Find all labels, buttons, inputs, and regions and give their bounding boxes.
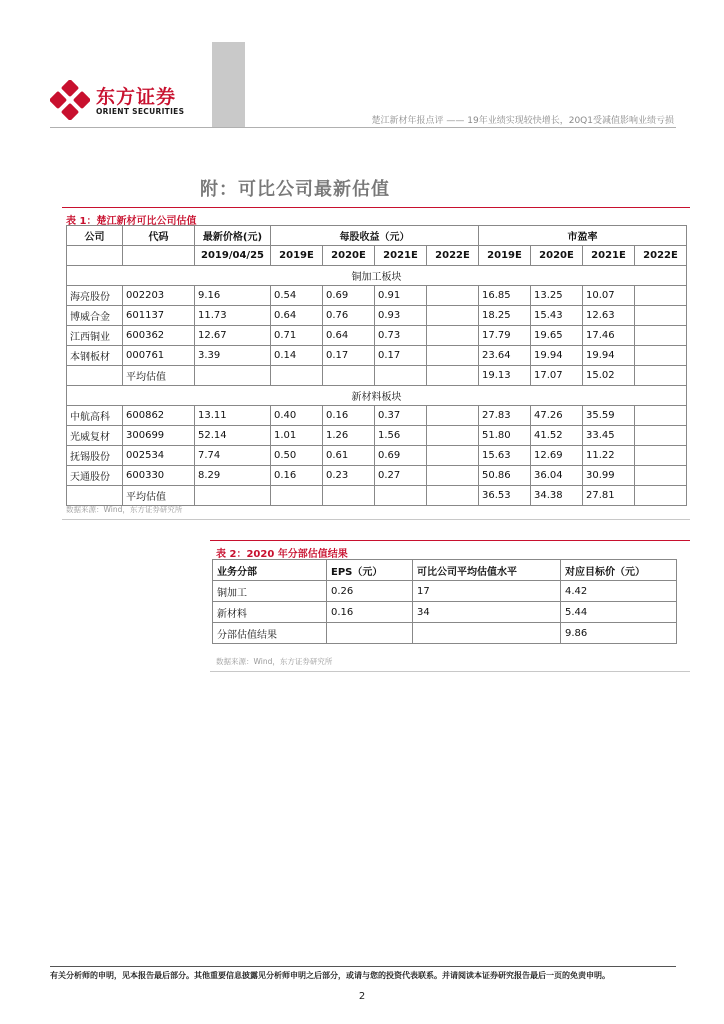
segment-eps bbox=[327, 623, 413, 644]
empty-cell bbox=[195, 366, 271, 386]
eps-value: 0.16 bbox=[323, 406, 375, 426]
company-name: 抚锡股份 bbox=[67, 446, 123, 466]
table-row bbox=[67, 426, 687, 446]
header-pe-year: 2021E bbox=[583, 246, 635, 266]
header-code: 代码 bbox=[123, 226, 195, 246]
company-name: 本钢板材 bbox=[67, 346, 123, 366]
group-label-copper: 铜加工板块 bbox=[67, 266, 687, 286]
table-row bbox=[67, 306, 687, 326]
pe-value: 19.65 bbox=[531, 326, 583, 346]
pe-value bbox=[635, 306, 687, 326]
table1-caption: 表 1：楚江新材可比公司估值 bbox=[66, 216, 197, 227]
latest-price: 11.73 bbox=[195, 306, 271, 326]
eps-value bbox=[427, 346, 479, 366]
pe-value: 23.64 bbox=[479, 346, 531, 366]
average-pe-value: 34.38 bbox=[531, 486, 583, 506]
empty-cell bbox=[375, 486, 427, 506]
header-pe-year: 2020E bbox=[531, 246, 583, 266]
table2-top-rule bbox=[210, 540, 690, 541]
pe-value: 19.94 bbox=[583, 346, 635, 366]
latest-price: 52.14 bbox=[195, 426, 271, 446]
pe-value: 16.85 bbox=[479, 286, 531, 306]
latest-price: 12.67 bbox=[195, 326, 271, 346]
orient-securities-logo-icon bbox=[50, 80, 90, 120]
empty-cell bbox=[67, 366, 123, 386]
pe-value bbox=[635, 406, 687, 426]
eps-value: 0.61 bbox=[323, 446, 375, 466]
company-name: 天通股份 bbox=[67, 466, 123, 486]
table1-source-note: 数据来源：Wind，东方证券研究所 bbox=[66, 505, 183, 514]
pe-value: 10.07 bbox=[583, 286, 635, 306]
pe-value: 12.63 bbox=[583, 306, 635, 326]
pe-value: 33.45 bbox=[583, 426, 635, 446]
header-avg-valuation: 可比公司平均估值水平 bbox=[413, 560, 561, 581]
stock-code: 002534 bbox=[123, 446, 195, 466]
eps-value: 0.64 bbox=[271, 306, 323, 326]
pe-value bbox=[635, 326, 687, 346]
stock-code: 600330 bbox=[123, 466, 195, 486]
empty-cell bbox=[427, 366, 479, 386]
average-pe-value: 36.53 bbox=[479, 486, 531, 506]
eps-value bbox=[427, 306, 479, 326]
eps-value: 0.23 bbox=[323, 466, 375, 486]
average-pe-value: 19.13 bbox=[479, 366, 531, 386]
average-pe-value: 27.81 bbox=[583, 486, 635, 506]
eps-value: 0.14 bbox=[271, 346, 323, 366]
company-name: 海亮股份 bbox=[67, 286, 123, 306]
table-row bbox=[67, 346, 687, 366]
eps-value: 0.71 bbox=[271, 326, 323, 346]
eps-value: 0.40 bbox=[271, 406, 323, 426]
eps-value bbox=[427, 326, 479, 346]
latest-price: 9.16 bbox=[195, 286, 271, 306]
pe-value: 17.79 bbox=[479, 326, 531, 346]
header-price: 最新价格(元) bbox=[195, 226, 271, 246]
average-pe-value bbox=[635, 486, 687, 506]
pe-value bbox=[635, 466, 687, 486]
table-row bbox=[67, 286, 687, 306]
pe-value: 17.46 bbox=[583, 326, 635, 346]
table-row bbox=[67, 326, 687, 346]
empty-cell bbox=[375, 366, 427, 386]
eps-value: 0.50 bbox=[271, 446, 323, 466]
empty-cell bbox=[427, 486, 479, 506]
header-eps: EPS（元） bbox=[327, 560, 413, 581]
comparable-valuation-table bbox=[66, 225, 687, 506]
header-company: 公司 bbox=[67, 226, 123, 246]
segment-name: 分部估值结果 bbox=[213, 623, 327, 644]
eps-value bbox=[427, 406, 479, 426]
pe-value: 13.25 bbox=[531, 286, 583, 306]
stock-code: 000761 bbox=[123, 346, 195, 366]
company-logo bbox=[50, 80, 210, 120]
latest-price: 13.11 bbox=[195, 406, 271, 426]
company-name: 中航高科 bbox=[67, 406, 123, 426]
header-eps-year: 2022E bbox=[427, 246, 479, 266]
header-target-price: 对应目标价（元） bbox=[561, 560, 677, 581]
average-row bbox=[67, 366, 687, 386]
segment-valuation: 34 bbox=[413, 602, 561, 623]
segment-name: 铜加工 bbox=[213, 581, 327, 602]
pe-value bbox=[635, 346, 687, 366]
eps-value: 0.27 bbox=[375, 466, 427, 486]
header-price-date: 2019/04/25 bbox=[195, 246, 271, 266]
segment-valuation bbox=[413, 623, 561, 644]
company-name: 江西铜业 bbox=[67, 326, 123, 346]
table-row bbox=[213, 602, 677, 623]
eps-value: 0.76 bbox=[323, 306, 375, 326]
eps-value: 0.69 bbox=[323, 286, 375, 306]
footer-divider bbox=[50, 966, 676, 967]
empty-cell bbox=[323, 366, 375, 386]
empty-cell bbox=[323, 486, 375, 506]
header-eps-year: 2020E bbox=[323, 246, 375, 266]
group-header-row bbox=[67, 386, 687, 406]
eps-value: 0.54 bbox=[271, 286, 323, 306]
pe-value bbox=[635, 446, 687, 466]
pe-value: 12.69 bbox=[531, 446, 583, 466]
pe-value: 51.80 bbox=[479, 426, 531, 446]
average-row bbox=[67, 486, 687, 506]
eps-value bbox=[427, 286, 479, 306]
report-title-line: 楚江新材年报点评 —— 19年业绩实现较快增长，20Q1受减值影响业绩亏损 bbox=[371, 116, 674, 126]
eps-value: 1.56 bbox=[375, 426, 427, 446]
segment-target-price: 4.42 bbox=[561, 581, 677, 602]
latest-price: 3.39 bbox=[195, 346, 271, 366]
header-eps: 每股收益（元） bbox=[271, 226, 479, 246]
segment-eps: 0.16 bbox=[327, 602, 413, 623]
pe-value: 50.86 bbox=[479, 466, 531, 486]
pe-value: 18.25 bbox=[479, 306, 531, 326]
table1-top-rule bbox=[62, 207, 690, 208]
eps-value: 1.01 bbox=[271, 426, 323, 446]
empty-cell bbox=[195, 486, 271, 506]
table1-header-row bbox=[67, 226, 687, 246]
average-label: 平均估值 bbox=[123, 366, 195, 386]
eps-value: 0.73 bbox=[375, 326, 427, 346]
header-segment: 业务分部 bbox=[213, 560, 327, 581]
header-gray-bar bbox=[212, 42, 245, 128]
header-divider bbox=[50, 127, 676, 128]
pe-value: 35.59 bbox=[583, 406, 635, 426]
average-label: 平均估值 bbox=[123, 486, 195, 506]
eps-value: 0.17 bbox=[323, 346, 375, 366]
pe-value: 19.94 bbox=[531, 346, 583, 366]
company-name: 博威合金 bbox=[67, 306, 123, 326]
logo-english-name: ORIENT SECURITIES bbox=[96, 107, 185, 116]
segment-valuation: 17 bbox=[413, 581, 561, 602]
pe-value: 36.04 bbox=[531, 466, 583, 486]
header-pe-year: 2019E bbox=[479, 246, 531, 266]
footer-disclaimer: 有关分析师的申明，见本报告最后部分。其他重要信息披露见分析师申明之后部分，或请与您的投资代表联系。并请阅读本证券研究报告最后一页的免责申明。 bbox=[50, 971, 610, 980]
latest-price: 8.29 bbox=[195, 466, 271, 486]
group-label-new-materials: 新材料板块 bbox=[67, 386, 687, 406]
table-row bbox=[67, 466, 687, 486]
stock-code: 300699 bbox=[123, 426, 195, 446]
pe-value: 27.83 bbox=[479, 406, 531, 426]
subheader-blank bbox=[123, 246, 195, 266]
table2-header-row bbox=[213, 560, 677, 581]
average-pe-value bbox=[635, 366, 687, 386]
empty-cell bbox=[271, 366, 323, 386]
pe-value bbox=[635, 426, 687, 446]
table2-caption: 表 2：2020 年分部估值结果 bbox=[216, 549, 348, 560]
pe-value: 47.26 bbox=[531, 406, 583, 426]
eps-value: 0.37 bbox=[375, 406, 427, 426]
eps-value: 0.16 bbox=[271, 466, 323, 486]
logo-chinese-name: 东方证券 bbox=[96, 86, 177, 108]
subheader-blank bbox=[67, 246, 123, 266]
segment-name: 新材料 bbox=[213, 602, 327, 623]
table-row bbox=[67, 446, 687, 466]
pe-value: 11.22 bbox=[583, 446, 635, 466]
pe-value: 15.63 bbox=[479, 446, 531, 466]
stock-code: 600862 bbox=[123, 406, 195, 426]
header-eps-year: 2021E bbox=[375, 246, 427, 266]
pe-value: 41.52 bbox=[531, 426, 583, 446]
stock-code: 600362 bbox=[123, 326, 195, 346]
table-row bbox=[67, 406, 687, 426]
segment-eps: 0.26 bbox=[327, 581, 413, 602]
header-eps-year: 2019E bbox=[271, 246, 323, 266]
pe-value: 30.99 bbox=[583, 466, 635, 486]
table2-source-note: 数据来源：Wind，东方证券研究所 bbox=[216, 657, 333, 666]
eps-value: 0.64 bbox=[323, 326, 375, 346]
header-pe-year: 2022E bbox=[635, 246, 687, 266]
segment-valuation-table bbox=[212, 559, 677, 644]
empty-cell bbox=[67, 486, 123, 506]
segment-target-price: 5.44 bbox=[561, 602, 677, 623]
eps-value bbox=[427, 426, 479, 446]
table-row bbox=[213, 581, 677, 602]
table1-subheader-row bbox=[67, 246, 687, 266]
eps-value: 0.91 bbox=[375, 286, 427, 306]
eps-value: 0.17 bbox=[375, 346, 427, 366]
latest-price: 7.74 bbox=[195, 446, 271, 466]
company-name: 光威复材 bbox=[67, 426, 123, 446]
segment-target-price: 9.86 bbox=[561, 623, 677, 644]
table2-bottom-rule bbox=[210, 671, 690, 672]
stock-code: 002203 bbox=[123, 286, 195, 306]
stock-code: 601137 bbox=[123, 306, 195, 326]
pe-value: 15.43 bbox=[531, 306, 583, 326]
pe-value bbox=[635, 286, 687, 306]
eps-value bbox=[427, 446, 479, 466]
page-number: 2 bbox=[358, 991, 366, 1002]
eps-value: 1.26 bbox=[323, 426, 375, 446]
eps-value: 0.69 bbox=[375, 446, 427, 466]
table-row bbox=[213, 623, 677, 644]
section-title: 附：可比公司最新估值 bbox=[200, 179, 390, 200]
empty-cell bbox=[271, 486, 323, 506]
eps-value: 0.93 bbox=[375, 306, 427, 326]
average-pe-value: 17.07 bbox=[531, 366, 583, 386]
group-header-row bbox=[67, 266, 687, 286]
table1-bottom-rule bbox=[62, 519, 690, 520]
header-pe: 市盈率 bbox=[479, 226, 687, 246]
eps-value bbox=[427, 466, 479, 486]
average-pe-value: 15.02 bbox=[583, 366, 635, 386]
